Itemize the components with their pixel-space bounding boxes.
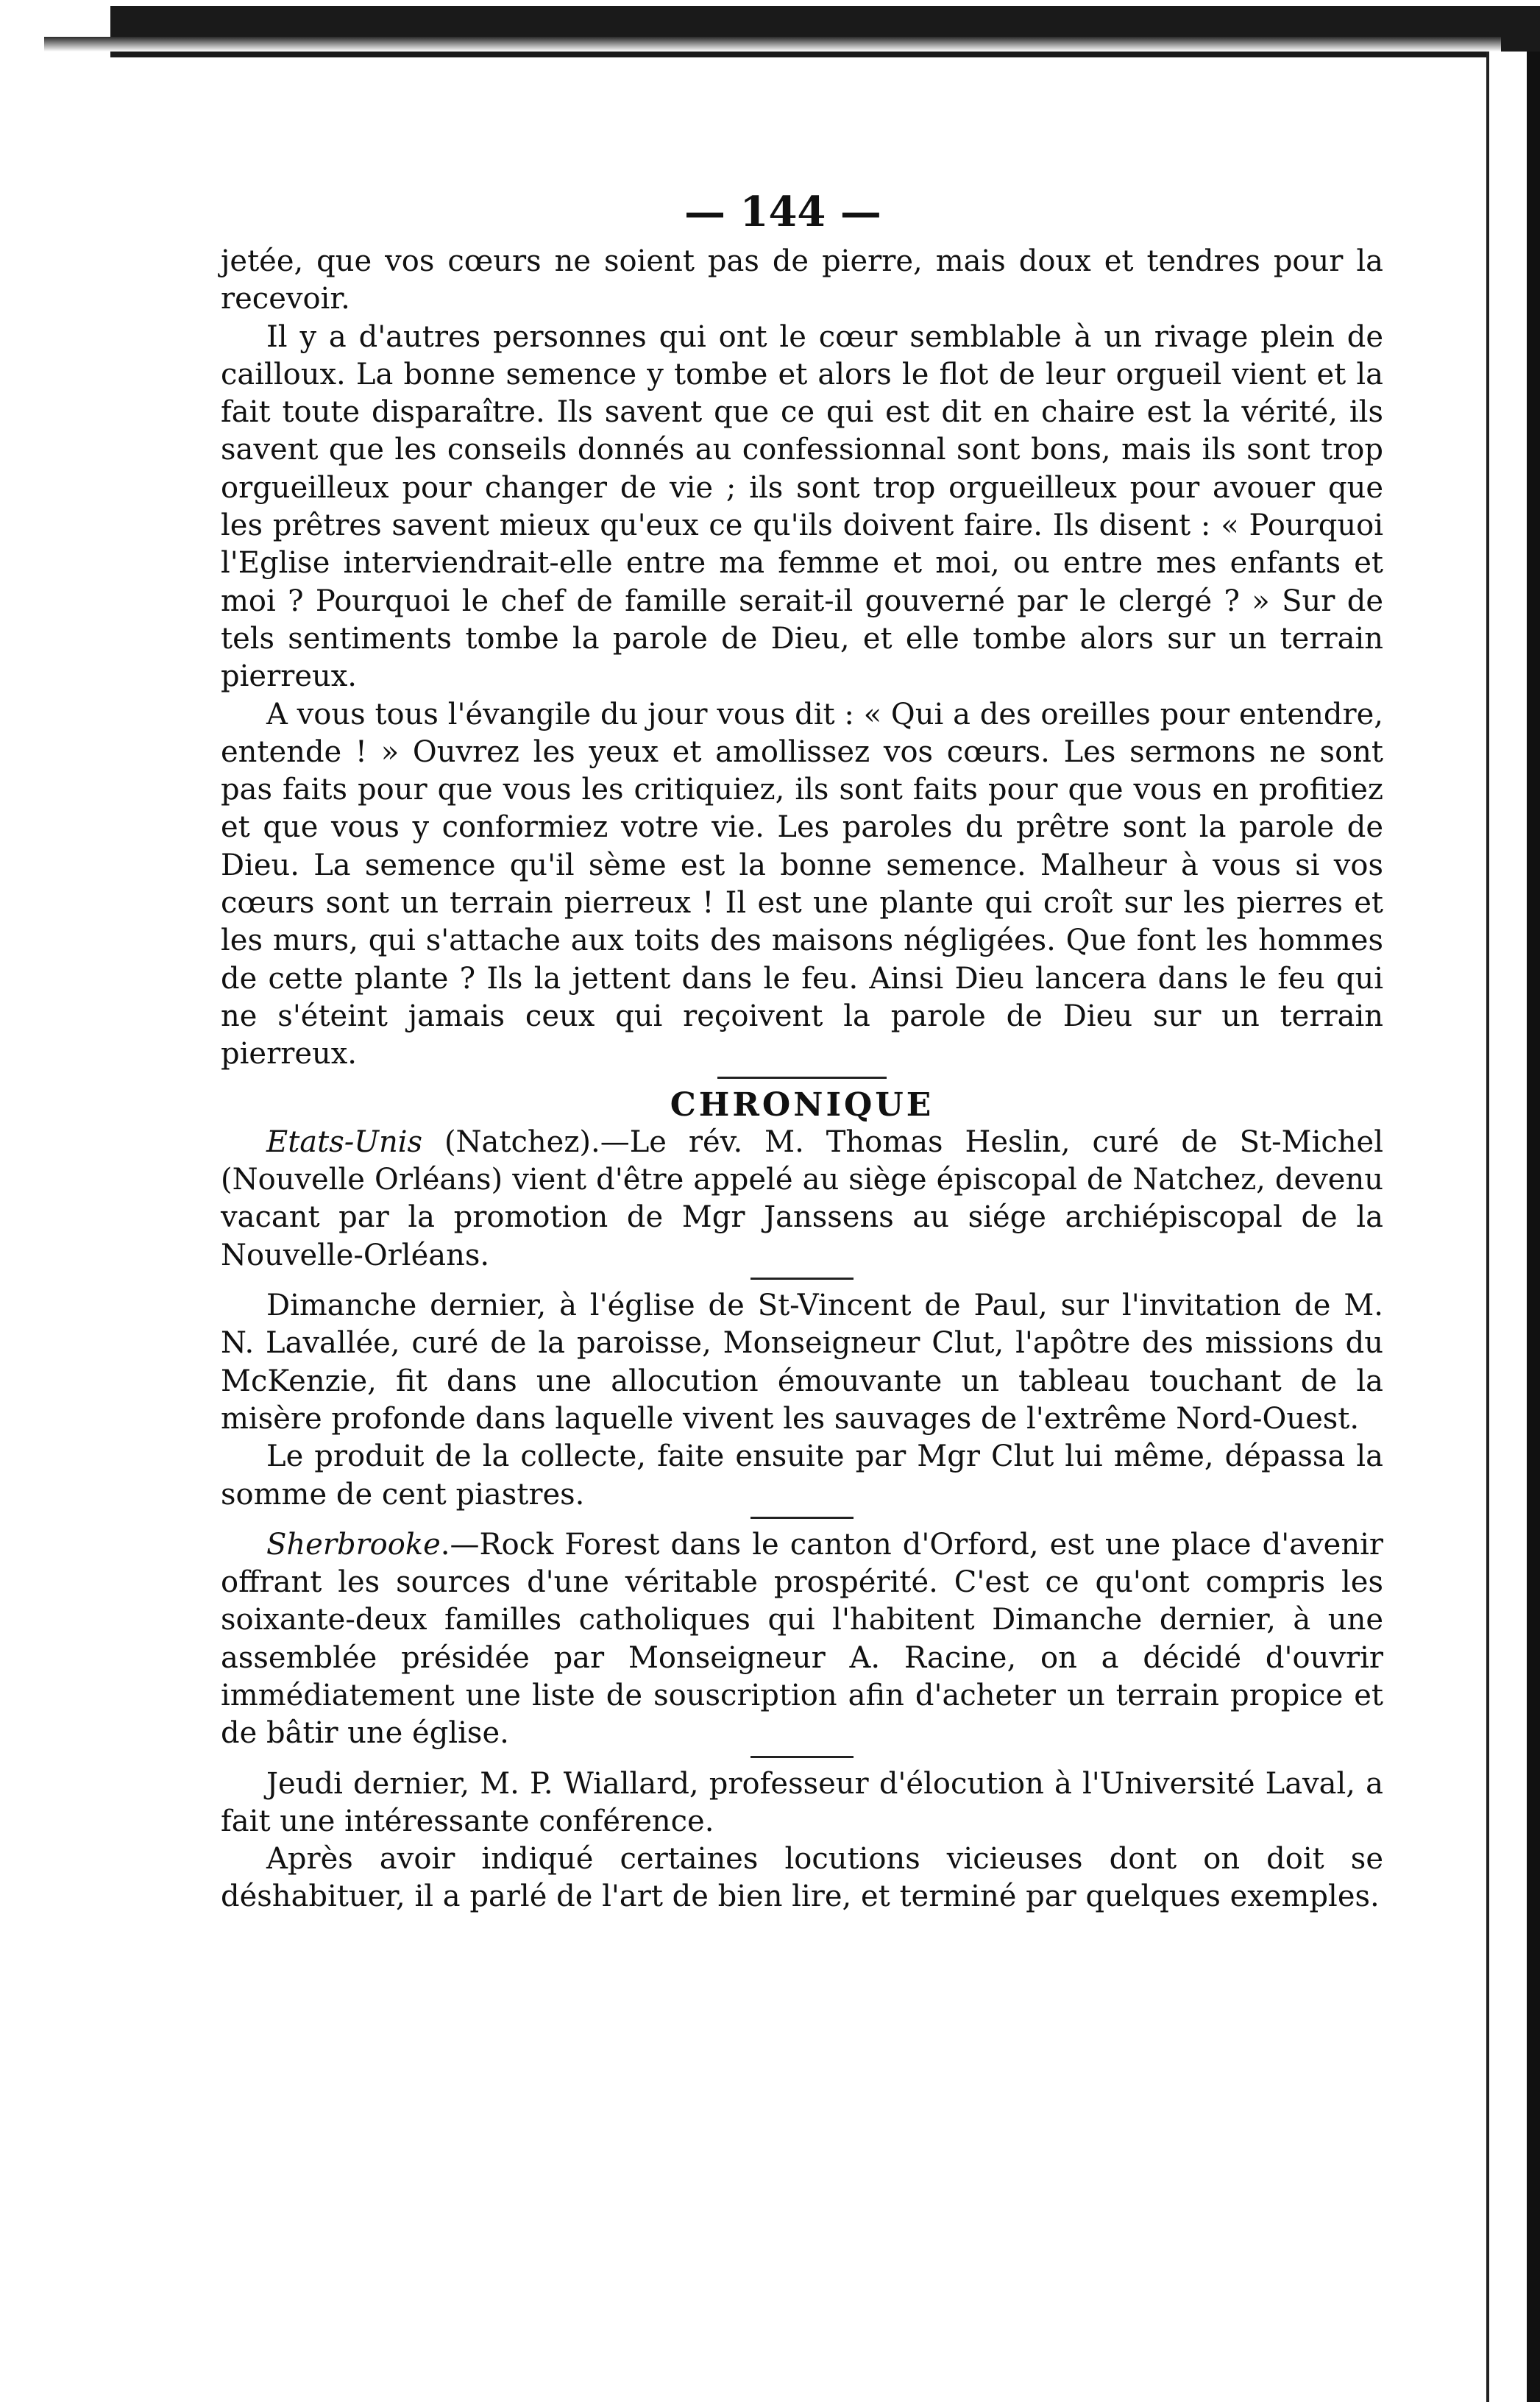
news-item: Jeudi dernier, M. P. Wiallard, professeur d'élocution à l'Université Laval, a fait une intéressante conférence. xyxy=(221,1766,1383,1838)
paragraph: jetée, que vos cœurs ne soient pas de pierre, mais doux et tendres pour la recevoir. xyxy=(221,244,1383,316)
divider xyxy=(751,1278,854,1280)
divider xyxy=(751,1517,854,1519)
news-place: Sherbrooke xyxy=(266,1527,441,1562)
paragraph: A vous tous l'évangile du jour vous dit : « Qui a des oreilles pour entendre, entende ! » Ouvrez les yeux et amollissez vos cœurs. Les sermons ne sont pas faits pour que vous les critiquiez, ils sont faits pour que vous en profitiez et que vous y conformiez votre vie. Les paroles du prêtre sont la parole de Dieu. La semence qu'il sème est la bonne semence. Malheur à vous si vos cœurs sont un terrain pierreux ! Il est une plante qui croît sur les pierres et les murs, qui s'attache aux toits des maisons négligées. Que font les hommes de cette plante ? Ils la jettent dans le feu. Ainsi Dieu lancera dans le feu qui ne s'éteint jamais ceux qui reçoivent la parole de Dieu sur un terrain pierreux. xyxy=(221,697,1383,1071)
scan-top-shadow xyxy=(44,37,1501,52)
divider xyxy=(717,1077,887,1079)
divider xyxy=(751,1756,854,1758)
page-number: — 144 — xyxy=(684,188,881,236)
news-item: Dimanche dernier, à l'église de St-Vincent de Paul, sur l'invitation de M. N. Lavallée, curé de la paroisse, Monseigneur Clut, l'apôtre des missions du McKenzie, fit dans une allocution émouvante un tableau touchant de la misère profonde dans laquelle vivent les sauvages de l'extrême Nord-Ouest. xyxy=(221,1289,1383,1436)
news-item xyxy=(221,1124,1383,1275)
news-item: Le produit de la collecte, faite ensuite par Mgr Clut lui même, dépassa la somme de cent piastres. xyxy=(221,1439,1383,1512)
section-title: CHRONIQUE xyxy=(670,1085,934,1124)
paragraph: Il y a d'autres personnes qui ont le cœur semblable à un rivage plein de cailloux. La bonne semence y tombe et alors le flot de leur orgueil vient et la fait toute disparaître. Ils savent que ce qui est dit en chaire est la vérité, ils savent que les conseils donnés au confessionnal sont bons, mais ils sont trop orgueilleux pour changer de vie ; ils sont trop orgueilleux pour avouer que les prêtres savent mieux qu'eux ce qu'ils doivent faire. Ils disent : « Pourquoi l'Eglise interviendrait-elle entre ma femme et moi, ou entre mes enfants et moi ? Pourquoi le chef de famille serait-il gouverné par le clergé ? » Sur de tels sentiments tombe la parole de Dieu, et elle tombe alors sur un terrain pierreux. xyxy=(221,319,1383,694)
news-place: Etats-Unis xyxy=(266,1124,423,1159)
news-text: .—Rock Forest dans le canton d'Orford, est une place d'avenir offrant les sources d'une véritable prospérité. C'est ce qu'ont compris les soixante-deux familles catholiques qui l'habitent Dimanche dernier, à une assemblée présidée par Monseigneur A. Racine, on a décidé d'ouvrir immédiatement une liste de souscription afin d'acheter un terrain propice et de bâtir une église. xyxy=(221,1527,1383,1751)
news-text: (Natchez).—Le rév. M. Thomas Heslin, curé de St-Michel (Nouvelle Orléans) vient d'être appelé au siège épiscopal de Natchez, devenu vacant par la promotion de Mgr Janssens au siége archiépiscopal de la Nouvelle-Orléans. xyxy=(221,1124,1383,1272)
news-item xyxy=(221,1526,1383,1753)
news-item: Après avoir indiqué certaines locutions vicieuses dont on doit se déshabituer, il a parlé de l'art de bien lire, et terminé par quelques exemples. xyxy=(221,1842,1383,1914)
scan-right-border xyxy=(1527,52,1540,2402)
page-body xyxy=(221,243,1383,1916)
